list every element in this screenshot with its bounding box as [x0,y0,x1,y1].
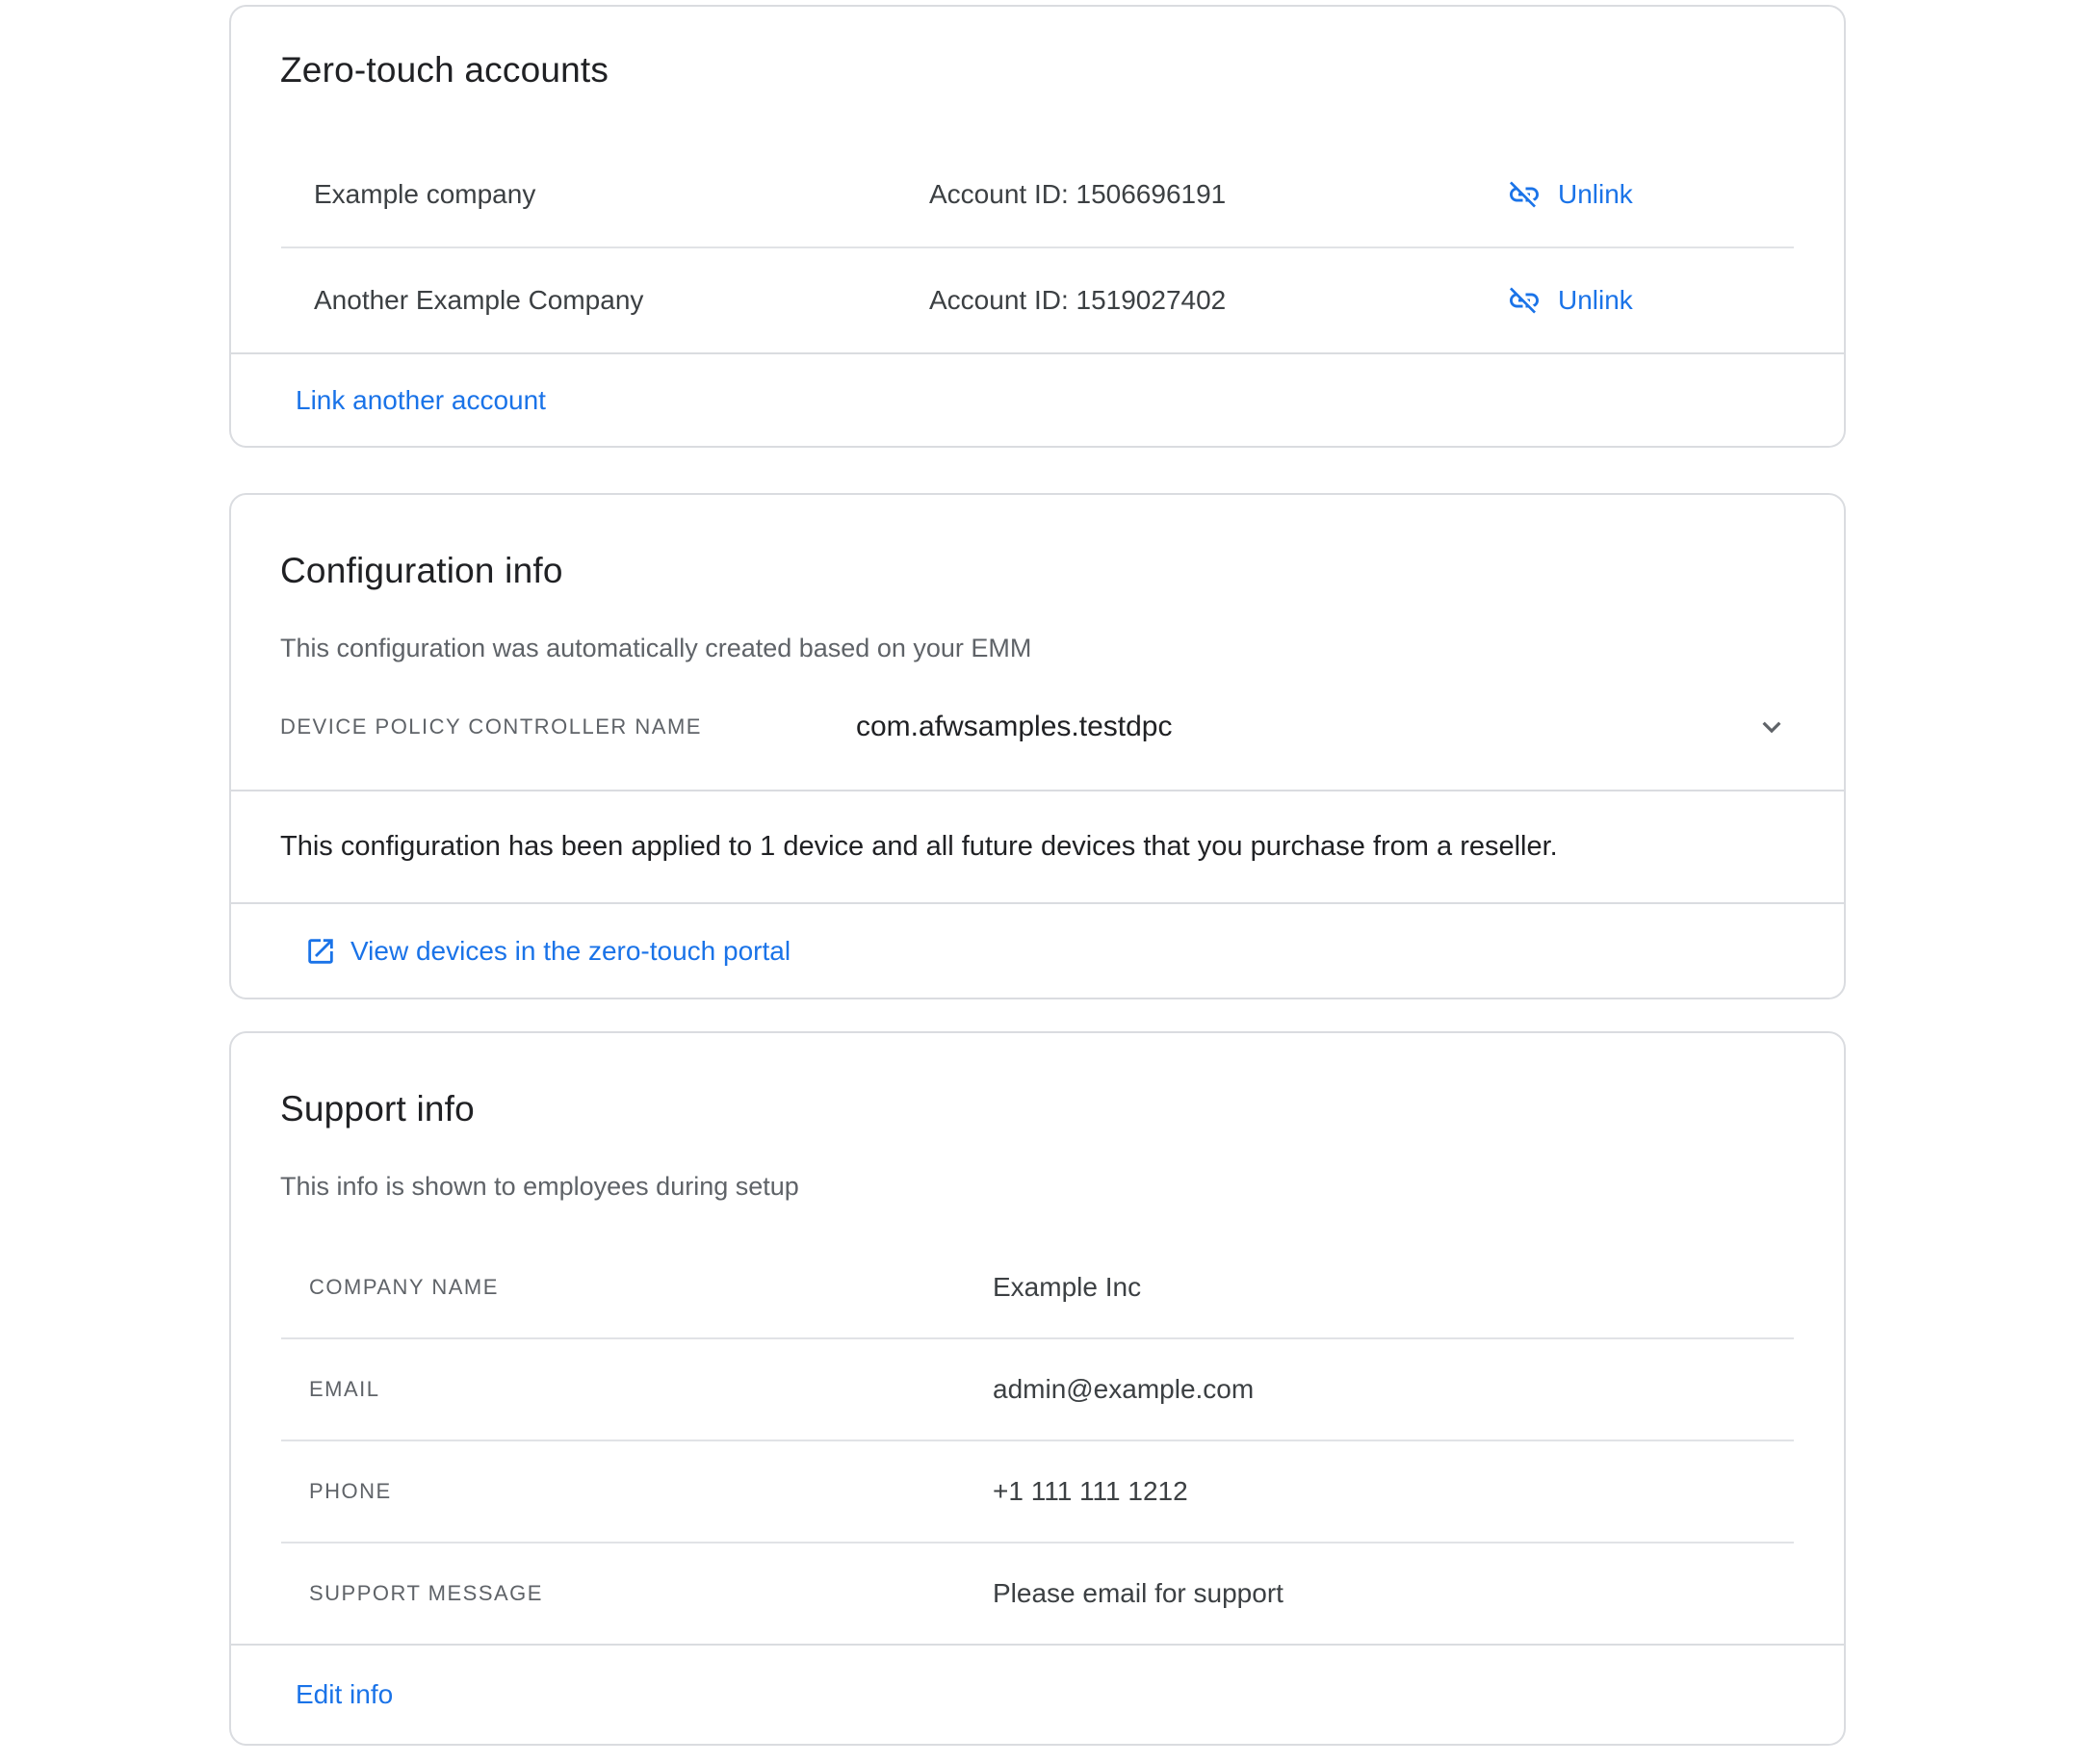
support-row [231,1544,1844,1644]
view-devices-portal-link[interactable] [304,935,791,968]
support-fields-list [231,1237,1844,1644]
unlink-button[interactable] [1507,177,1633,212]
device-policy-controller-value: com.afwsamples.testdpc [856,711,1173,742]
support-field-label: PHONE [309,1479,392,1503]
support-field-label: COMPANY NAME [309,1275,499,1299]
account-row [231,143,1844,246]
configuration-card-subtitle: This configuration was automatically created based on your EMM [280,634,1032,662]
unlink-button[interactable] [1507,283,1633,318]
support-field-label: SUPPORT MESSAGE [309,1581,543,1605]
support-field-value: Example Inc [993,1272,1142,1302]
support-card-title: Support info [280,1089,475,1128]
unlink-label: Unlink [1558,285,1633,315]
support-card-subtitle: This info is shown to employees during setup [280,1172,799,1201]
edit-info-link[interactable]: Edit info [296,1679,394,1709]
link-off-icon [1507,283,1542,318]
accounts-card-title: Zero-touch accounts [280,50,609,90]
configuration-applied-row [231,791,1844,902]
unlink-label: Unlink [1558,179,1633,209]
support-row [231,1441,1844,1542]
accounts-card-footer [231,354,1844,446]
account-row [231,248,1844,352]
support-field-value: +1 111 111 1212 [993,1476,1188,1506]
open-in-new-icon [304,935,337,968]
link-off-icon [1507,177,1542,212]
zero-touch-accounts-card [229,5,1846,448]
link-another-account-link[interactable]: Link another account [296,384,546,415]
support-card-footer [231,1646,1844,1744]
view-devices-portal-label: View devices in the zero-touch portal [350,935,791,966]
support-field-value: Please email for support [993,1578,1283,1608]
account-id: Account ID: 1506696191 [929,179,1227,209]
configuration-card-footer [231,904,1844,998]
account-name: Example company [314,179,536,209]
configuration-card-title: Configuration info [280,551,563,590]
support-row [231,1339,1844,1440]
device-policy-controller-select[interactable] [231,664,1844,790]
support-field-label: EMAIL [309,1377,380,1401]
chevron-down-icon [1753,709,1790,745]
account-name: Another Example Company [314,285,644,315]
support-field-value: admin@example.com [993,1374,1255,1404]
support-info-card [229,1031,1846,1746]
configuration-applied-text: This configuration has been applied to 1 device and all future devices that you purchase from a reseller. [280,831,1558,862]
configuration-info-card [229,493,1846,999]
device-policy-controller-label: DEVICE POLICY CONTROLLER NAME [280,714,702,739]
support-row [231,1237,1844,1337]
account-id: Account ID: 1519027402 [929,285,1227,315]
accounts-list [231,143,1844,352]
